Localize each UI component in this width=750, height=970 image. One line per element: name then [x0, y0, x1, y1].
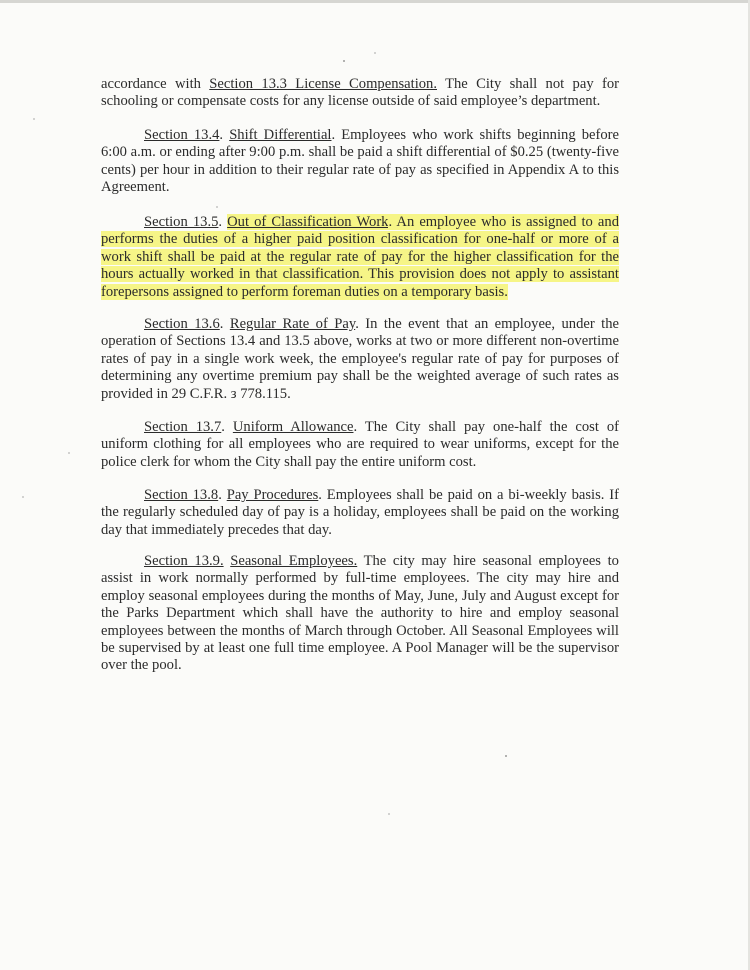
section-13-6: [101, 316, 619, 403]
section-title: Pay Procedures: [226, 487, 319, 503]
section-separator: .: [218, 487, 227, 503]
section-separator: .: [219, 127, 230, 143]
section-13-7: [101, 419, 619, 471]
scan-speck: [33, 118, 35, 120]
section-title: Out of Classification Work: [227, 214, 389, 230]
section-title: Uniform Allowance: [232, 419, 354, 435]
scan-speck: [505, 755, 507, 757]
section-body: . In the event that an employee, under the operation of Sections 13.4 and 13.5 above, works at two or more different non-overtime rates of pay in a single work week, the employee's regular rate of pay for purposes of determining any overtime premium pay shall be the weighted average of such rates as provided in 29 C.F.R. з 778.115.: [101, 316, 619, 402]
section-number: Section 13.6: [144, 316, 220, 332]
scan-speck: [22, 496, 24, 498]
section-separator: .: [218, 214, 228, 230]
section-13-9: [101, 553, 619, 675]
section-body: The city may hire seasonal employees to assist in work normally performed by full-time employees. The city may hire and employ seasonal employees during the months of May, June, July and August except for the Parks Department which shall have the authority to hire and employ seasonal employees between the months of March through October. All Seasonal Employees will be supervised by at least one full time employee. A Pool Manager will be the supervisor over the pool.: [101, 553, 619, 674]
section-13-4: [101, 127, 619, 197]
section-13-8: [101, 487, 619, 539]
section-number: Section 13.8: [144, 487, 219, 503]
section-body: . Employees who work shifts beginning before 6:00 a.m. or ending after 9:00 p.m. shall be paid a shift differential of $0.25 (twenty-five cents) per hour in addition to their regular rate of pay as specified in Appendix A to this Agreement.: [101, 127, 619, 196]
section-separator: .: [221, 419, 233, 435]
paragraph-text: accordance with: [101, 76, 210, 92]
paragraph-license-continuation: [101, 76, 619, 111]
scan-speck: [374, 52, 376, 54]
paragraph-text: The City shall not pay for schooling or compensate costs for any license outside of said employee’s department.: [101, 76, 619, 110]
section-body: . The City shall pay one-half the cost of uniform clothing for all employees who are required to wear uniforms, except for the police clerk for whom the City shall pay the entire uniform cost.: [101, 419, 619, 470]
highlighted-section-body: . An employee who is assigned to and performs the duties of a higher paid position classification for one-half or more of a work shift shall be paid at the regular rate of pay for the higher classification for the hours actually worked in that classification. This provision does not apply to assistant forepersons assigned to perform foreman duties on a temporary basis.: [101, 214, 620, 300]
scan-speck: [216, 206, 218, 208]
scan-top-edge: [0, 0, 750, 3]
section-number: Section 13.7: [144, 419, 222, 435]
section-number: Section 13.9.: [144, 553, 224, 569]
section-title: Regular Rate of Pay: [229, 316, 356, 332]
scan-speck: [343, 60, 345, 62]
section-number: Section 13.5: [144, 214, 219, 230]
scan-speck: [68, 452, 70, 454]
section-number: Section 13.4: [144, 127, 220, 143]
section-title: Shift Differential: [229, 127, 332, 143]
section-separator: .: [219, 316, 230, 332]
section-reference: Section 13.3 License Compensation.: [209, 76, 437, 92]
section-body: . Employees shall be paid on a bi-weekly basis. If the regularly scheduled day of pay is a holiday, employees shall be paid on the working day that immediately precedes that day.: [101, 487, 619, 538]
section-title: Seasonal Employees.: [230, 553, 358, 569]
scan-speck: [388, 813, 390, 815]
section-13-5: [101, 214, 619, 301]
